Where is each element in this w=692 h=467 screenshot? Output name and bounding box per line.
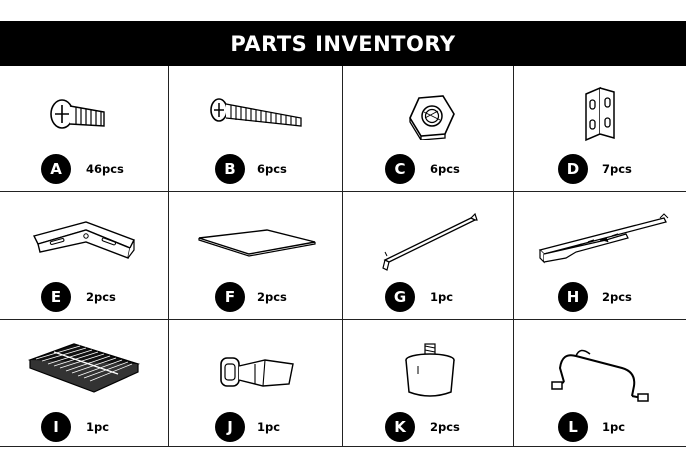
part-cell-l xyxy=(514,320,686,446)
part-letter-badge: C xyxy=(385,154,415,184)
part-letter-badge: H xyxy=(558,282,588,312)
part-letter-badge: B xyxy=(215,154,245,184)
part-cell-i xyxy=(0,320,168,446)
part-cell-j xyxy=(169,320,342,446)
hex-nut-icon xyxy=(407,92,457,140)
part-quantity: 1pc xyxy=(86,420,110,434)
corner-bracket-icon xyxy=(30,218,140,264)
part-quantity: 2pcs xyxy=(86,290,116,304)
part-letter-badge: A xyxy=(41,154,71,184)
part-cell-k xyxy=(343,320,513,446)
part-cell-a xyxy=(0,66,168,191)
part-letter-badge: K xyxy=(385,412,415,442)
part-quantity: 2pcs xyxy=(430,420,460,434)
handle-clip-icon xyxy=(215,350,297,394)
part-quantity: 7pcs xyxy=(602,162,632,176)
part-cell-c xyxy=(343,66,513,191)
part-cell-e xyxy=(0,192,168,319)
part-quantity: 46pcs xyxy=(86,162,124,176)
part-quantity: 1pc xyxy=(602,420,626,434)
part-cell-f xyxy=(169,192,342,319)
parts-grid xyxy=(0,66,686,447)
part-quantity: 2pcs xyxy=(602,290,632,304)
part-letter-badge: J xyxy=(215,412,245,442)
part-letter-badge: G xyxy=(385,282,415,312)
row-divider xyxy=(0,446,686,447)
part-letter-badge: L xyxy=(558,412,588,442)
part-quantity: 1pc xyxy=(257,420,281,434)
part-cell-h xyxy=(514,192,686,319)
slatted-grate-icon xyxy=(26,340,142,402)
part-letter-badge: I xyxy=(41,412,71,442)
slotted-angle-bracket-icon xyxy=(582,84,618,144)
title-bar xyxy=(0,21,686,66)
part-quantity: 6pcs xyxy=(430,162,460,176)
wire-hanger-icon xyxy=(550,344,654,402)
part-cell-d xyxy=(514,66,686,191)
rod-icon xyxy=(379,212,483,272)
screw-short-icon xyxy=(48,94,112,140)
page-title: PARTS INVENTORY xyxy=(230,31,456,56)
part-cell-g xyxy=(343,192,513,319)
part-quantity: 6pcs xyxy=(257,162,287,176)
part-letter-badge: E xyxy=(41,282,71,312)
part-quantity: 2pcs xyxy=(257,290,287,304)
side-rail-icon xyxy=(536,210,670,266)
part-quantity: 1pc xyxy=(430,290,454,304)
part-letter-badge: D xyxy=(558,154,588,184)
screw-long-icon xyxy=(209,96,305,132)
leveling-foot-icon xyxy=(403,340,459,402)
part-cell-b xyxy=(169,66,342,191)
part-letter-badge: F xyxy=(215,282,245,312)
flat-panel-icon xyxy=(195,226,319,260)
